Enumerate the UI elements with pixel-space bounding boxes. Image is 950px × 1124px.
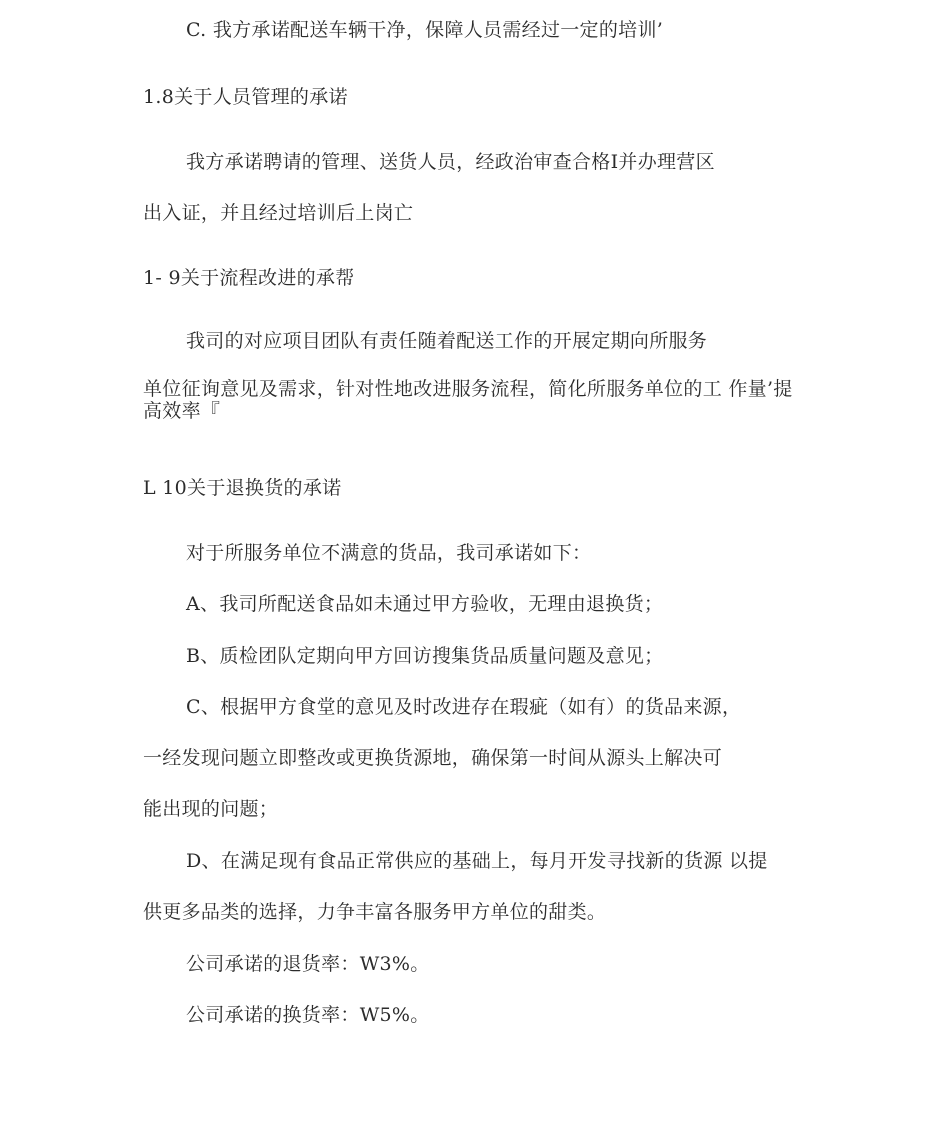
paragraph-text: 公司承诺的退货率：W3%。 (186, 953, 430, 975)
paragraph-text: 一经发现问题立即整改或更换货源地，确保第一时间从源头上解决可 (143, 747, 723, 769)
paragraph-text: 单位征询意见及需求，针对性地改进服务流程，简化所服务单位的工 作量’提高效率『 (143, 378, 793, 422)
section-heading: 1.8关于人员管理的承诺 (143, 86, 348, 108)
paragraph-text: 我司的对应项目团队有责任随着配送工作的开展定期向所服务 (186, 330, 708, 352)
list-item: A、我司所配送食品如未通过甲方验收，无理由退换货； (186, 593, 664, 615)
section-heading: L 10关于退换货的承诺 (143, 477, 342, 499)
paragraph-text: 我方承诺聘请的管理、送货人员，经政治审查合格I并办理营区 (186, 151, 715, 173)
paragraph-text: 出入证，并且经过培训后上岗亡 (143, 202, 414, 224)
list-item: B、质检团队定期向甲方回访搜集货品质量问题及意见； (186, 645, 664, 667)
section-heading: 1- 9关于流程改进的承帮 (143, 267, 355, 289)
list-item: C、根据甲方食堂的意见及时改进存在瑕疵（如有）的货品来源， (186, 696, 742, 718)
list-item: D、在满足现有食品正常供应的基础上，每月开发寻找新的货源 以提 (186, 850, 768, 872)
paragraph-text: 对于所服务单位不满意的货品，我司承诺如下： (186, 542, 592, 564)
paragraph-text: 供更多品类的选择，力争丰富各服务甲方单位的甜类。 (143, 901, 607, 923)
paragraph-text: C. 我方承诺配送车辆干净，保障人员需经过一定的培训’ (186, 19, 664, 41)
paragraph-text: 能出现的问题； (143, 798, 279, 820)
paragraph-text: 公司承诺的换货率：W5%。 (186, 1004, 430, 1026)
